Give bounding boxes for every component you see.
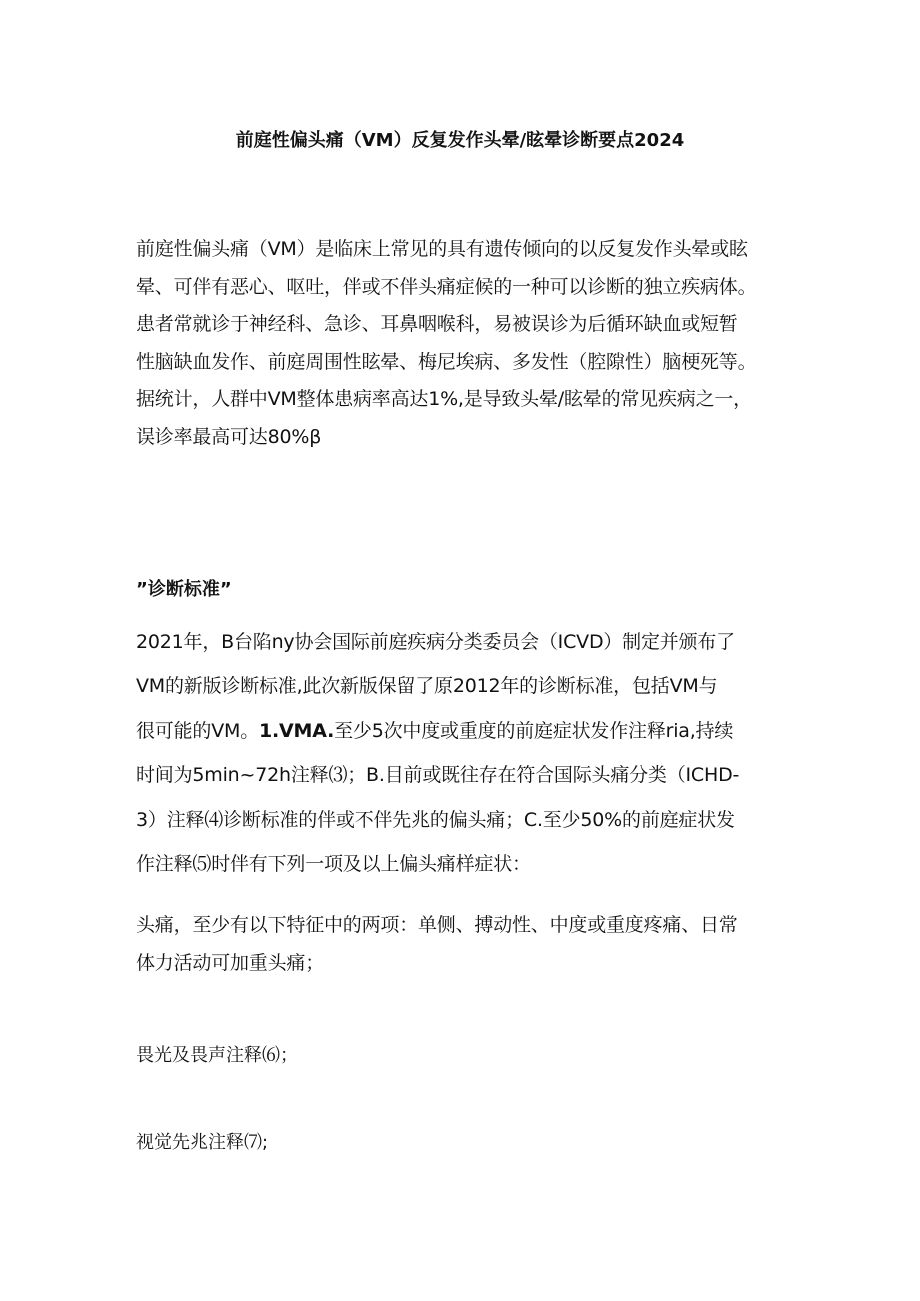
criteria-line xyxy=(136,709,786,753)
criteria-text: 很可能的VM。 xyxy=(136,719,259,742)
headache-line: 体力活动可加重头痛； xyxy=(136,951,325,974)
document-title: 前庭性偏头痛（VM）反复发作头晕/眩晕诊断要点2024 xyxy=(235,130,685,151)
intro-line: 性脑缺血发作、前庭周围性眩晕、梅尼埃病、多发性（腔隙性）脑梗死等。 xyxy=(136,350,757,373)
photophobia-item: 畏光及畏声注释⑹； xyxy=(136,1045,298,1066)
intro-line: 前庭性偏头痛（VM）是临床上常见的具有遗传倾向的以反复发作头晕或眩 xyxy=(136,238,748,260)
headache-paragraph xyxy=(136,907,786,982)
criteria-line: 2021年，B台陷ny协会国际前庭疾病分类委员会（ICVD）制定并颁布了 xyxy=(136,631,735,653)
intro-line: 晕、可伴有恶心、呕吐，伴或不伴头痛症候的一种可以诊断的独立疾病体。 xyxy=(136,275,757,298)
criteria-bold-label: 1.VMA. xyxy=(259,719,335,742)
section-heading: ”诊断标准” xyxy=(136,579,232,600)
intro-line: 误诊率最高可达80%β xyxy=(136,425,322,448)
criteria-text: 至少5次中度或重度的前庭症状发作注释ria,持续 xyxy=(334,719,734,742)
intro-line: 患者常就诊于神经科、急诊、耳鼻咽喉科，易被误诊为后循环缺血或短暂 xyxy=(136,313,738,336)
intro-paragraph xyxy=(136,231,786,457)
headache-line: 头痛，至少有以下特征中的两项：单侧、搏动性、中度或重度疼痛、日常 xyxy=(136,914,738,936)
criteria-paragraph xyxy=(136,620,786,886)
visual-aura-item: 视觉先兆注释⑺; xyxy=(136,1132,269,1153)
criteria-line: 作注释⑸时伴有下列一项及以上偏头痛样症状： xyxy=(136,852,531,875)
criteria-line: 3）注释⑷诊断标准的伴或不伴先兆的偏头痛；C.至少50%的前庭症状发 xyxy=(136,808,735,831)
criteria-line: 时间为5min~72h注释⑶；B.目前或既往存在符合国际头痛分类（ICHD- xyxy=(136,764,740,787)
criteria-line: VM的新版诊断标准,此次新版保留了原2012年的诊断标准，包括VM与 xyxy=(136,675,718,698)
intro-line: 据统计，人群中VM整体患病率高达1%,是导致头晕/眩晕的常见疾病之一， xyxy=(136,388,752,411)
